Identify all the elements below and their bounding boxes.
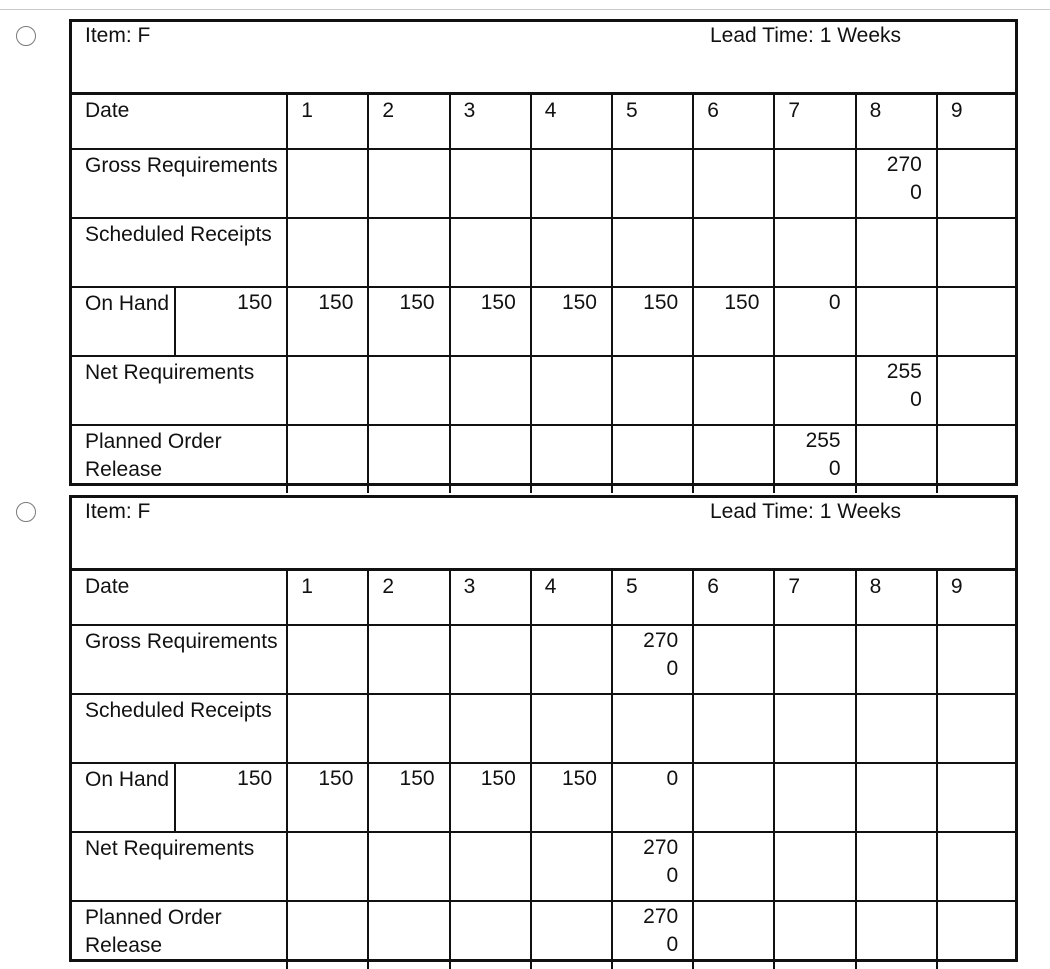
- on-hand-cell-5: 0: [612, 763, 693, 832]
- planned-order-release-cell-5: 270 0: [612, 901, 693, 969]
- period-1: 1: [287, 95, 368, 149]
- planned-order-release-cell-2: [368, 901, 449, 969]
- planned-order-release-cell-6: [693, 901, 774, 969]
- mrp-grid: [72, 95, 1015, 493]
- date-label: Date: [72, 571, 287, 625]
- on-hand-label: On Hand: [72, 287, 175, 356]
- planned-order-release-cell-4: [531, 425, 612, 493]
- period-9: 9: [937, 571, 1015, 625]
- on-hand-initial: 150: [175, 763, 288, 832]
- planned-order-release-cell-1: [287, 425, 368, 493]
- gross-requirements-label: Gross Requirements: [72, 149, 287, 218]
- period-2: 2: [368, 571, 449, 625]
- gross-requirements-cell-9: [937, 625, 1015, 694]
- net-requirements-cell-9: [937, 832, 1015, 901]
- on-hand-cell-1: 150: [287, 287, 368, 356]
- gross-requirements-cell-3: [450, 625, 531, 694]
- planned-order-release-cell-8: [856, 901, 937, 969]
- gross-requirements-cell-1: [287, 625, 368, 694]
- net-requirements-cell-5: 270 0: [612, 832, 693, 901]
- on-hand-cell-3: 150: [450, 763, 531, 832]
- scheduled-receipts-label: Scheduled Receipts: [72, 694, 287, 763]
- net-requirements-label: Net Requirements: [72, 356, 287, 425]
- scheduled-receipts-cell-7: [774, 694, 855, 763]
- scheduled-receipts-cell-5: [612, 694, 693, 763]
- scheduled-receipts-cell-6: [693, 694, 774, 763]
- net-requirements-cell-7: [774, 832, 855, 901]
- on-hand-initial: 150: [175, 287, 288, 356]
- period-7: 7: [774, 95, 855, 149]
- scheduled-receipts-cell-2: [368, 218, 449, 287]
- period-6: 6: [693, 95, 774, 149]
- period-6: 6: [693, 571, 774, 625]
- gross-requirements-cell-7: [774, 149, 855, 218]
- on-hand-cell-3: 150: [450, 287, 531, 356]
- planned-order-release-cell-3: [450, 425, 531, 493]
- on-hand-cell-4: 150: [531, 763, 612, 832]
- gross-requirements-cell-8: 270 0: [856, 149, 937, 218]
- scheduled-receipts-cell-5: [612, 218, 693, 287]
- on-hand-label: On Hand: [72, 763, 175, 832]
- scheduled-receipts-cell-4: [531, 218, 612, 287]
- scheduled-receipts-cell-1: [287, 218, 368, 287]
- on-hand-cell-6: [693, 763, 774, 832]
- period-4: 4: [531, 571, 612, 625]
- gross-requirements-cell-5: 270 0: [612, 625, 693, 694]
- scheduled-receipts-cell-2: [368, 694, 449, 763]
- net-requirements-cell-1: [287, 356, 368, 425]
- period-3: 3: [450, 95, 531, 149]
- net-requirements-cell-2: [368, 356, 449, 425]
- option-1-mrp-table: [69, 19, 1018, 486]
- planned-order-release-cell-1: [287, 901, 368, 969]
- net-requirements-cell-5: [612, 356, 693, 425]
- net-requirements-cell-1: [287, 832, 368, 901]
- scheduled-receipts-label: Scheduled Receipts: [72, 218, 287, 287]
- gross-requirements-cell-2: [368, 149, 449, 218]
- net-requirements-cell-8: 255 0: [856, 356, 937, 425]
- gross-requirements-label: Gross Requirements: [72, 625, 287, 694]
- period-8: 8: [856, 95, 937, 149]
- on-hand-cell-6: 150: [693, 287, 774, 356]
- item-label: Item: F: [85, 24, 151, 47]
- net-requirements-cell-6: [693, 832, 774, 901]
- planned-order-release-label: Planned Order Release: [72, 901, 287, 969]
- top-divider: [0, 9, 1050, 10]
- on-hand-cell-8: [856, 763, 937, 832]
- on-hand-cell-2: 150: [368, 287, 449, 356]
- gross-requirements-cell-6: [693, 149, 774, 218]
- net-requirements-cell-9: [937, 356, 1015, 425]
- planned-order-release-cell-5: [612, 425, 693, 493]
- planned-order-release-cell-4: [531, 901, 612, 969]
- on-hand-cell-5: 150: [612, 287, 693, 356]
- on-hand-cell-9: [937, 763, 1015, 832]
- on-hand-cell-1: 150: [287, 763, 368, 832]
- net-requirements-cell-3: [450, 832, 531, 901]
- period-5: 5: [612, 95, 693, 149]
- option-1-radio[interactable]: [16, 26, 36, 46]
- scheduled-receipts-cell-9: [937, 694, 1015, 763]
- on-hand-cell-8: [856, 287, 937, 356]
- gross-requirements-cell-4: [531, 149, 612, 218]
- planned-order-release-label: Planned Order Release: [72, 425, 287, 493]
- planned-order-release-cell-9: [937, 901, 1015, 969]
- on-hand-cell-7: [774, 763, 855, 832]
- planned-order-release-cell-7: 255 0: [774, 425, 855, 493]
- item-label: Item: F: [85, 500, 151, 523]
- lead-time-label: Lead Time: 1 Weeks: [710, 24, 902, 47]
- period-1: 1: [287, 571, 368, 625]
- gross-requirements-cell-3: [450, 149, 531, 218]
- on-hand-cell-4: 150: [531, 287, 612, 356]
- on-hand-cell-2: 150: [368, 763, 449, 832]
- planned-order-release-cell-3: [450, 901, 531, 969]
- period-8: 8: [856, 571, 937, 625]
- date-label: Date: [72, 95, 287, 149]
- on-hand-cell-9: [937, 287, 1015, 356]
- scheduled-receipts-cell-3: [450, 694, 531, 763]
- gross-requirements-cell-6: [693, 625, 774, 694]
- scheduled-receipts-cell-4: [531, 694, 612, 763]
- period-7: 7: [774, 571, 855, 625]
- gross-requirements-cell-2: [368, 625, 449, 694]
- net-requirements-cell-8: [856, 832, 937, 901]
- scheduled-receipts-cell-7: [774, 218, 855, 287]
- gross-requirements-cell-8: [856, 625, 937, 694]
- on-hand-cell-7: 0: [774, 287, 855, 356]
- planned-order-release-cell-8: [856, 425, 937, 493]
- option-2-radio[interactable]: [16, 502, 36, 522]
- gross-requirements-cell-5: [612, 149, 693, 218]
- net-requirements-cell-2: [368, 832, 449, 901]
- mrp-grid: [72, 571, 1015, 969]
- scheduled-receipts-cell-9: [937, 218, 1015, 287]
- period-4: 4: [531, 95, 612, 149]
- scheduled-receipts-cell-8: [856, 218, 937, 287]
- scheduled-receipts-cell-8: [856, 694, 937, 763]
- period-9: 9: [937, 95, 1015, 149]
- scheduled-receipts-cell-6: [693, 218, 774, 287]
- net-requirements-cell-6: [693, 356, 774, 425]
- scheduled-receipts-cell-1: [287, 694, 368, 763]
- gross-requirements-cell-1: [287, 149, 368, 218]
- period-5: 5: [612, 571, 693, 625]
- period-3: 3: [450, 571, 531, 625]
- gross-requirements-cell-9: [937, 149, 1015, 218]
- planned-order-release-cell-2: [368, 425, 449, 493]
- mrp-header: [72, 498, 1015, 571]
- period-2: 2: [368, 95, 449, 149]
- net-requirements-cell-4: [531, 832, 612, 901]
- lead-time-label: Lead Time: 1 Weeks: [710, 500, 902, 523]
- scheduled-receipts-cell-3: [450, 218, 531, 287]
- net-requirements-cell-3: [450, 356, 531, 425]
- option-2-mrp-table: [69, 495, 1018, 962]
- planned-order-release-cell-7: [774, 901, 855, 969]
- net-requirements-cell-4: [531, 356, 612, 425]
- planned-order-release-cell-9: [937, 425, 1015, 493]
- mrp-header: [72, 22, 1015, 95]
- gross-requirements-cell-4: [531, 625, 612, 694]
- gross-requirements-cell-7: [774, 625, 855, 694]
- net-requirements-label: Net Requirements: [72, 832, 287, 901]
- planned-order-release-cell-6: [693, 425, 774, 493]
- net-requirements-cell-7: [774, 356, 855, 425]
